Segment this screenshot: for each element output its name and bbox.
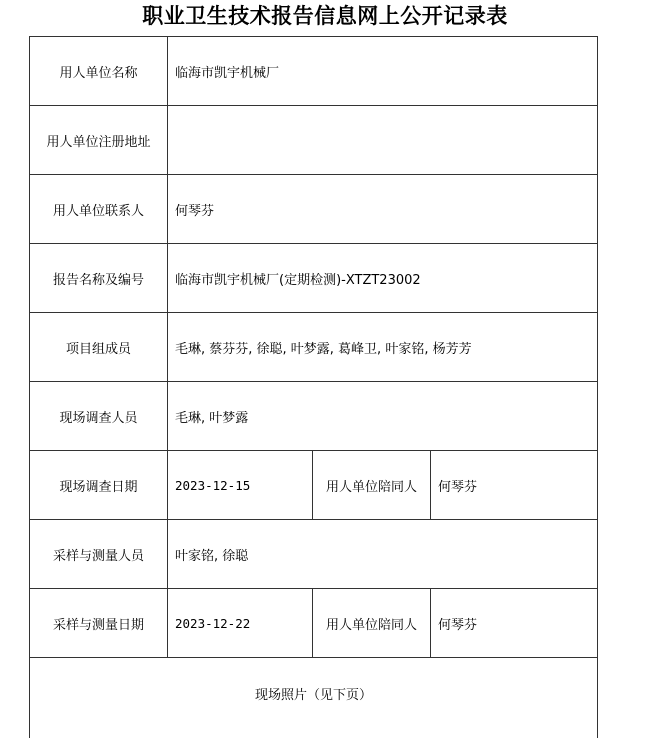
report-value: 临海市凯宇机械厂(定期检测)-XTZT23002 (168, 244, 598, 313)
survey-companion-label: 用人单位陪同人 (313, 451, 431, 520)
table-row-contact (30, 175, 598, 244)
photos-cell (30, 658, 598, 738)
registered-address-value (168, 106, 598, 175)
sampling-date-label: 采样与测量日期 (30, 589, 168, 658)
table-row-survey-date (30, 451, 598, 520)
table-row-project-members (30, 313, 598, 382)
employer-name-value: 临海市凯宇机械厂 (168, 37, 598, 106)
sampling-staff-label: 采样与测量人员 (30, 520, 168, 589)
survey-date-label: 现场调查日期 (30, 451, 168, 520)
table-row-registered-address (30, 106, 598, 175)
sampling-companion-value: 何琴芬 (431, 589, 598, 658)
contact-label: 用人单位联系人 (30, 175, 168, 244)
table-row-report (30, 244, 598, 313)
page-title: 职业卫生技术报告信息网上公开记录表 (0, 0, 650, 32)
table-row-employer-name (30, 37, 598, 106)
table-row-sampling-staff (30, 520, 598, 589)
sampling-companion-label: 用人单位陪同人 (313, 589, 431, 658)
survey-staff-label: 现场调查人员 (30, 382, 168, 451)
table-row-survey-staff (30, 382, 598, 451)
project-members-label: 项目组成员 (30, 313, 168, 382)
employer-name-label: 用人单位名称 (30, 37, 168, 106)
survey-staff-value: 毛琳, 叶梦露 (168, 382, 598, 451)
contact-value: 何琴芬 (168, 175, 598, 244)
sampling-date-value: 2023-12-22 (168, 589, 313, 658)
survey-companion-value: 何琴芬 (431, 451, 598, 520)
survey-date-value: 2023-12-15 (168, 451, 313, 520)
report-label: 报告名称及编号 (30, 244, 168, 313)
table-row-sampling-date (30, 589, 598, 658)
project-members-value: 毛琳, 蔡芬芬, 徐聪, 叶梦露, 葛峰卫, 叶家铭, 杨芳芳 (168, 313, 598, 382)
sampling-staff-value: 叶家铭, 徐聪 (168, 520, 598, 589)
table-row-photos (30, 658, 598, 738)
record-table (29, 36, 598, 738)
photos-note: 现场照片（见下页） (30, 658, 597, 703)
registered-address-label: 用人单位注册地址 (30, 106, 168, 175)
